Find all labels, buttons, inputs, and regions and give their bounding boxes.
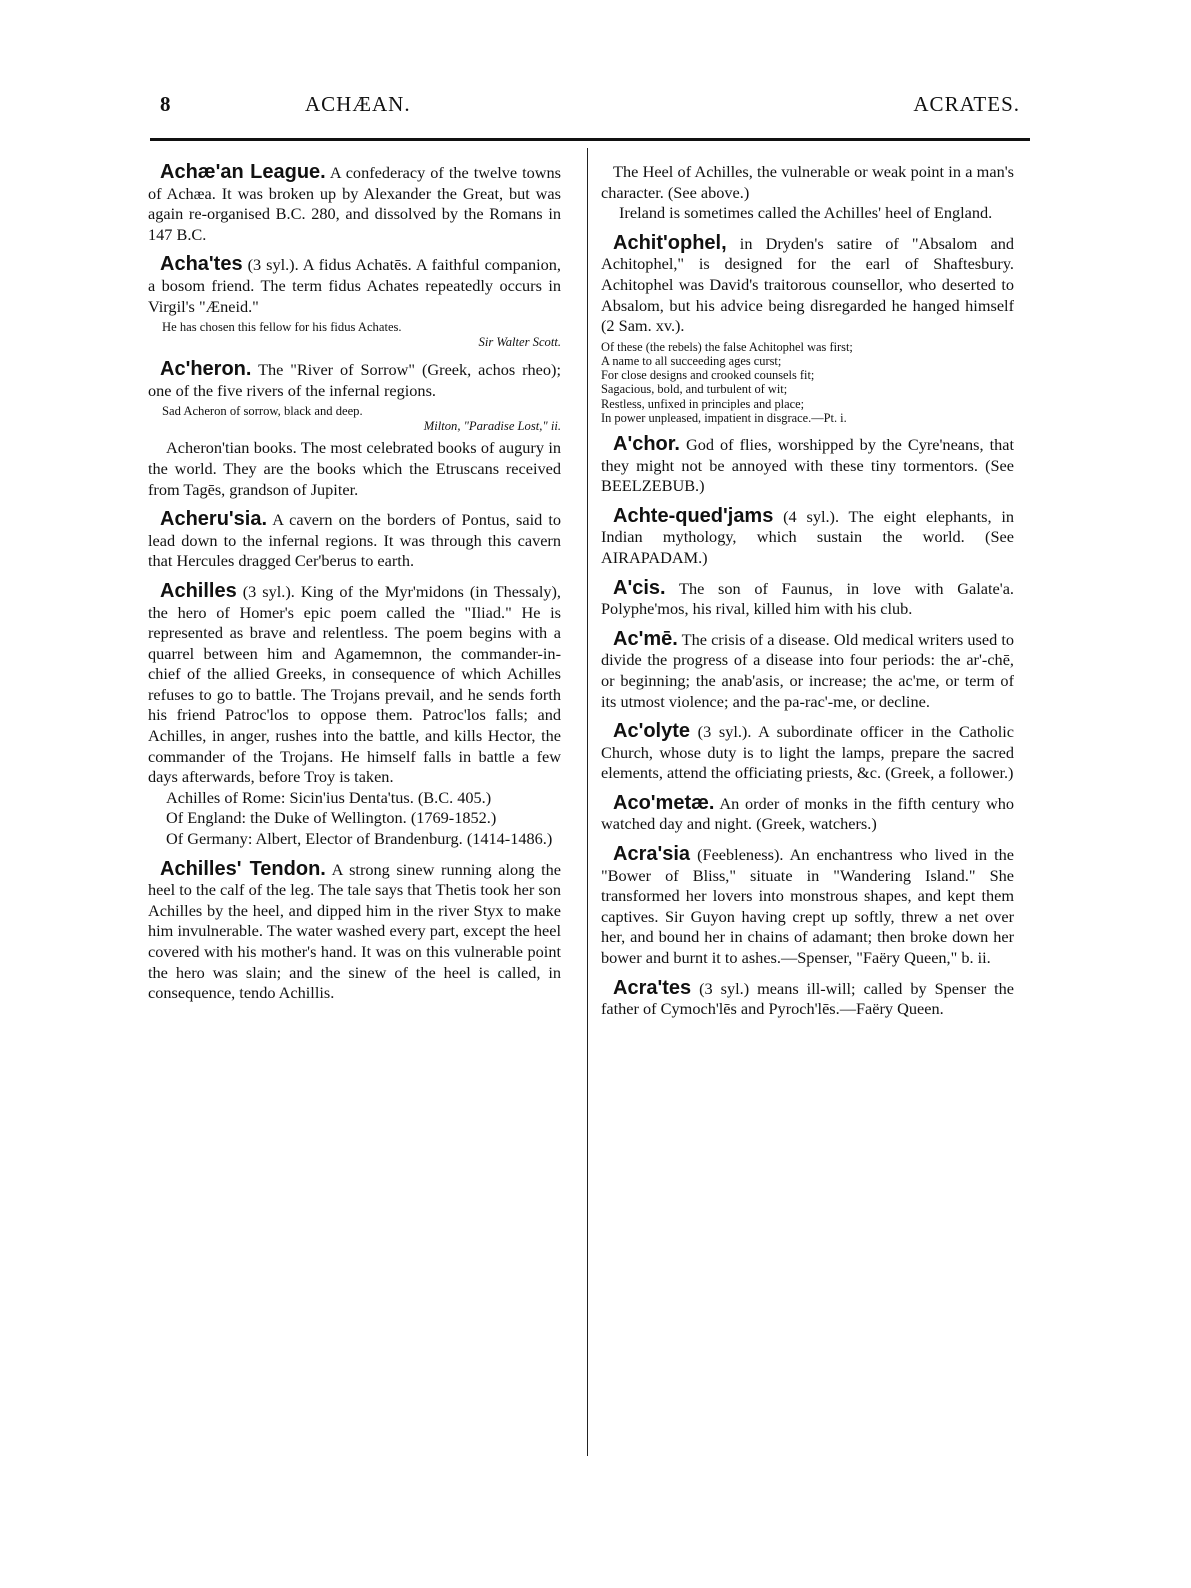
headword: Aco'metæ. <box>613 791 715 814</box>
quote-citation: Sir Walter Scott. <box>478 335 561 350</box>
sub-entry: The Heel of Achilles, the vulnerable or weak point in a man's character. (See above.) <box>601 162 1014 202</box>
entry-achor <box>601 434 1014 497</box>
left-column <box>148 162 561 1462</box>
headword: A'cis. <box>613 576 666 599</box>
entry-achilles <box>148 581 561 850</box>
definition: (Feebleness). An enchantress who lived in the "Bower of Bliss," situate in "Wandering Island." She transformed her lovers into monstrous shapes, and kept them captives. Sir Guyon having crept up softly, threw a net over her, and bound her in chains of adamant; then broke down her bower and burnt it to ashes.—Spenser, "Faëry Queen," b. ii. <box>601 845 1014 968</box>
entry-achates <box>148 254 561 350</box>
sub-entry: Of England: the Duke of Wellington. (1769-1852.) <box>166 808 497 828</box>
sub-entry: Achilles of Rome: Sicin'ius Denta'tus. (B.C. 405.) <box>166 787 492 807</box>
entry-acolyte <box>601 721 1014 784</box>
verse-line: Restless, unfixed in principles and place; <box>601 396 805 411</box>
entry-achtequedjams <box>601 506 1014 569</box>
definition: The crisis of a disease. Old medical writers used to divide the progress of a disease into four periods: the ar'-chē, or beginning; the anab'asis, or increase; the ac'me, or term of its utmost violence; and the pa-rac'-me, or decline. <box>601 629 1014 711</box>
quote-line: He has chosen this fellow for his fidus Achates. <box>162 320 402 335</box>
headword: Achæ'an League. <box>160 162 326 183</box>
verse-line: Sagacious, bold, and turbulent of wit; <box>601 382 788 397</box>
headword: Achte-qued'jams <box>613 504 774 527</box>
headword: Acra'sia <box>613 843 691 866</box>
definition: (3 syl.). A fidus Achatēs. A faithful companion, a bosom friend. The term fidus Achates repeatedly occurs in Virgil's "Æneid." <box>148 255 561 316</box>
sub-entry: Acheron'tian books. The most celebrated books of augury in the world. They are the books which the Etruscans received from Tagēs, grandson of Jupiter. <box>148 438 561 499</box>
quote-citation: Milton, "Paradise Lost," ii. <box>423 419 561 434</box>
definition: An order of monks in the fifth century who watched day and night. (Greek, watchers.) <box>601 793 1014 834</box>
verse-quotation <box>601 340 1014 425</box>
sub-entry: Of Germany: Albert, Elector of Brandenburg. (1414-1486.) <box>166 829 553 849</box>
verse-line: In power unpleased, impatient in disgrace.—Pt. i. <box>601 410 847 425</box>
headword: Ac'olyte <box>613 720 691 743</box>
right-column <box>601 162 1014 1462</box>
entry-acometae <box>601 793 1014 835</box>
definition: A cavern on the borders of Pontus, said to lead down to the infernal regions. It was through this cavern that Hercules dragged Cer'berus to earth. <box>148 510 561 571</box>
entry-achitophel <box>601 233 1014 425</box>
verse-line: Of these (the rebels) the false Achitophel was first; <box>601 339 853 354</box>
headword: Achilles <box>160 579 237 602</box>
entry-heel-of-achilles <box>601 162 1014 224</box>
page-header <box>160 92 1028 128</box>
definition: (3 syl.). King of the Myr'midons (in Thessaly), the hero of Homer's epic poem called the "Iliad." He is represented as brave and relentless. The poem begins with a quarrel between him and Agamemnon, the commander-in-chief of the allied Greeks, in consequence of which Achilles refuses to go to battle. The Trojans prevail, and he sends forth his friend Patroc'los to oppose them. Patroc'los falls; and Achilles, in anger, rushes into the battle, and kills Hector, the commander of the Trojans. He himself falls in battle a few days afterwards, before Troy is taken. <box>148 581 561 787</box>
quotation <box>148 320 561 350</box>
header-rule <box>150 138 1030 141</box>
entry-achaean-league <box>148 162 561 245</box>
headword: Achilles' Tendon. <box>160 857 326 880</box>
definition: (4 syl.). The eight elephants, in Indian mythology, which sustain the world. (See AIRAPADAM.) <box>601 506 1014 567</box>
entry-acrasia <box>601 844 1014 969</box>
headword: Acha'tes <box>160 253 243 276</box>
definition: (3 syl.). A subordinate officer in the Catholic Church, whose duty is to light the lamps, prepare the sacred elements, attend the officiating priests, &c. (Greek, a follower.) <box>601 722 1014 783</box>
quotation <box>148 404 561 434</box>
page-number: 8 <box>160 92 172 116</box>
definition: A strong sinew running along the heel to the calf of the leg. The tale says that Thetis took her son Achilles by the heel, and dipped him in the river Styx to make him invulnerable. The water washed every part, except the heel covered with his mother's hand. It was on this vulnerable point the hero was slain; and the sinew of the heel is called, in consequence, tendo Achillis. <box>148 859 561 1003</box>
headword: Achit'ophel, <box>613 231 727 254</box>
definition: in Dryden's satire of "Absalom and Achitophel," is designed for the earl of Shaftesbury. Achitophel was David's traitorous counsellor, who deserted to Absalom, but his advice being disregarded he hanged himself (2 Sam. xv.). <box>601 233 1014 336</box>
entry-achilles-tendon <box>148 859 561 1004</box>
entry-acme <box>601 629 1014 712</box>
headword: Acheru'sia. <box>160 508 268 531</box>
definition: (3 syl.) means ill-will; called by Spenser the father of Cymoch'lēs and Pyroch'lēs.—Faëry Queen. <box>601 978 1014 1019</box>
definition: God of flies, worshipped by the Cyre'neans, that they might not be annoyed with these tiny tormentors. (See BEELZEBUB.) <box>601 434 1014 496</box>
definition: A confederacy of the twelve towns of Achæa. It was broken up by Alexander the Great, but was again re-organised B.C. 280, and dissolved by the Romans in 147 B.C. <box>148 163 561 244</box>
headword: Acra'tes <box>613 976 692 999</box>
left-guide-word: ACHÆAN. <box>305 92 411 116</box>
entry-acis <box>601 578 1014 620</box>
entry-acherusia <box>148 509 561 572</box>
entry-acheron <box>148 359 561 500</box>
headword: A'chor. <box>613 432 680 455</box>
entry-acrates <box>601 978 1014 1020</box>
sub-entry: Ireland is sometimes called the Achilles' heel of England. <box>619 203 993 223</box>
column-divider <box>587 148 588 1456</box>
headword: Ac'heron. <box>160 358 252 381</box>
verse-line: For close designs and crooked counsels fit; <box>601 368 815 383</box>
definition: The "River of Sorrow" (Greek, achos rheo); one of the five rivers of the infernal regions. <box>148 360 561 400</box>
headword: Ac'mē. <box>613 627 678 650</box>
quote-line: Sad Acheron of sorrow, black and deep. <box>162 404 363 419</box>
right-guide-word: ACRATES. <box>913 92 1020 116</box>
verse-line: A name to all succeeding ages curst; <box>601 353 782 368</box>
definition: The son of Faunus, in love with Galate'a. Polyphe'mos, his rival, killed him with his club. <box>601 578 1014 619</box>
